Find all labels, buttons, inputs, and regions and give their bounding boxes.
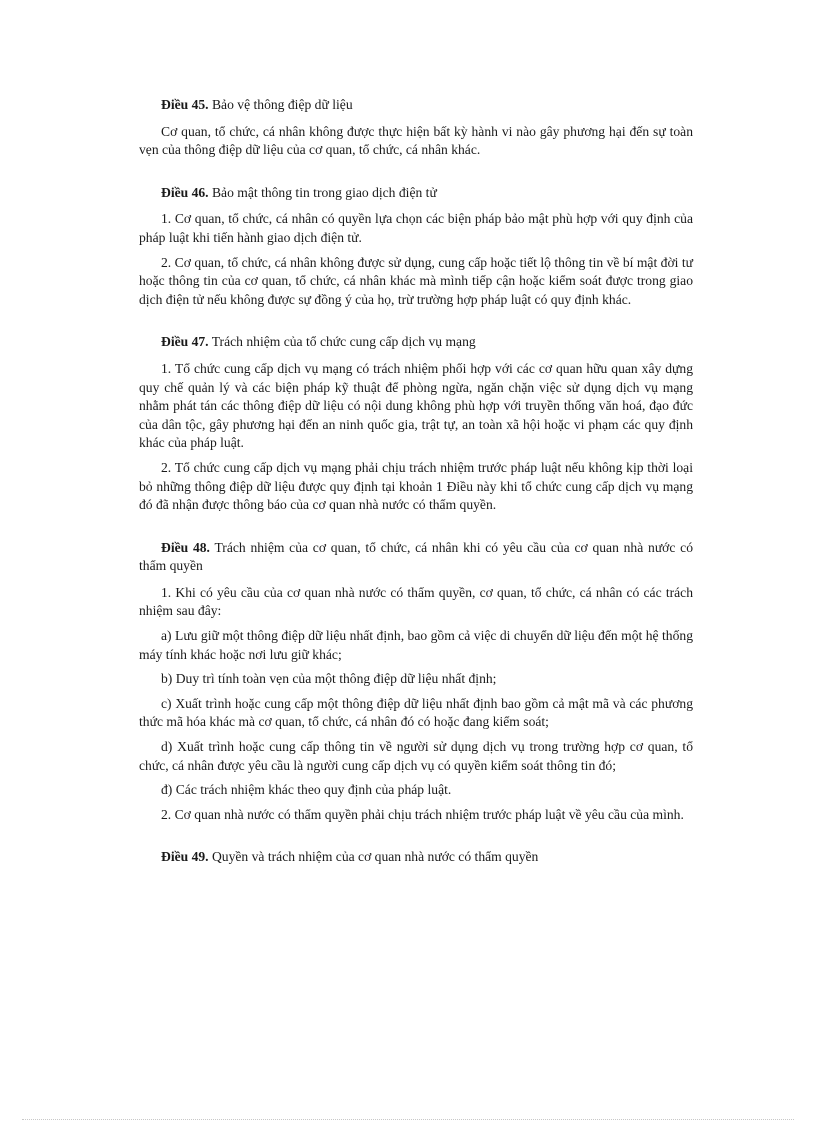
article-number: Điều 48. [161, 539, 210, 555]
article-heading [139, 539, 693, 576]
article-heading [139, 848, 693, 867]
article-paragraph: 1. Tổ chức cung cấp dịch vụ mạng có trách nhiệm phối hợp với các cơ quan hữu quan xây dựng quy chế quản lý và các biện pháp kỹ thuật để phòng ngừa, ngăn chặn việc sử dụng dịch vụ mạng nhằm phát tán các thông điệp dữ liệu có nội dung không phù hợp với truyền thống văn hoá, đạo đức của dân tộc, gây phương hại đến an ninh quốc gia, trật tự, an toàn xã hội hoặc vi phạm các quy định khác của pháp luật. [139, 360, 693, 451]
article-47 [139, 333, 693, 514]
article-title: Quyền và trách nhiệm của cơ quan nhà nước có thẩm quyền [211, 849, 539, 865]
article-paragraph: d) Xuất trình hoặc cung cấp thông tin về người sử dụng dịch vụ trong trường hợp cơ quan, tổ chức, cá nhân được yêu cầu là người cung cấp dịch vụ có quyền kiểm soát thông tin đó; [139, 739, 693, 773]
article-46 [139, 184, 693, 310]
article-paragraph: 1. Khi có yêu cầu của cơ quan nhà nước có thẩm quyền, cơ quan, tổ chức, cá nhân có các trách nhiệm sau đây: [139, 584, 693, 619]
article-45 [139, 96, 693, 160]
article-heading [139, 96, 693, 115]
article-number: Điều 46. [161, 184, 209, 200]
article-paragraph: b) Duy trì tính toàn vẹn của một thông điệp dữ liệu nhất định; [161, 671, 497, 687]
article-paragraph: 1. Cơ quan, tổ chức, cá nhân có quyền lựa chọn các biện pháp bảo mật phù hợp với quy định của pháp luật khi tiến hành giao dịch điện tử. [139, 211, 693, 245]
document-page [139, 96, 693, 875]
article-paragraph: 2. Cơ quan, tổ chức, cá nhân không được sử dụng, cung cấp hoặc tiết lộ thông tin về bí mật đời tư hoặc thông tin của cơ quan, tổ chức, cá nhân khác mà mình tiếp cận hoặc kiểm soát được trong giao dịch điện tử nếu không được sự đồng ý của họ, trừ trường hợp pháp luật có quy định khác. [139, 254, 693, 307]
article-heading [139, 184, 693, 203]
article-49 [139, 848, 693, 867]
article-title: Bảo mật thông tin trong giao dịch điện tử [211, 184, 437, 200]
article-title: Trách nhiệm của cơ quan, tổ chức, cá nhân khi có yêu cầu của cơ quan nhà nước có thẩm quyền [139, 539, 693, 574]
article-paragraph: Cơ quan, tổ chức, cá nhân không được thực hiện bất kỳ hành vi nào gây phương hại đến sự toàn vẹn của thông điệp dữ liệu của cơ quan, tổ chức, cá nhân khác. [139, 123, 693, 158]
article-heading [139, 333, 693, 352]
page-bottom-divider [22, 1119, 794, 1120]
article-title: Bảo vệ thông điệp dữ liệu [211, 97, 353, 112]
article-48 [139, 539, 693, 825]
article-paragraph: 2. Cơ quan nhà nước có thẩm quyền phải chịu trách nhiệm trước pháp luật về yêu cầu của mình. [161, 806, 684, 822]
article-paragraph: a) Lưu giữ một thông điệp dữ liệu nhất định, bao gồm cả việc di chuyển dữ liệu đến một hệ thống máy tính khác hoặc nơi lưu giữ khác; [139, 628, 693, 662]
article-number: Điều 47. [161, 334, 209, 350]
article-number: Điều 49. [161, 849, 209, 865]
article-title: Trách nhiệm của tổ chức cung cấp dịch vụ mạng [211, 334, 476, 350]
article-paragraph: 2. Tổ chức cung cấp dịch vụ mạng phải chịu trách nhiệm trước pháp luật nếu không kịp thời loại bỏ những thông điệp dữ liệu được quy định tại khoản 1 Điều này khi tổ chức cung cấp dịch vụ mạng đó đã nhận được thông báo của cơ quan nhà nước có thẩm quyền. [139, 459, 693, 513]
article-paragraph: c) Xuất trình hoặc cung cấp một thông điệp dữ liệu nhất định bao gồm cả mật mã và các phương thức mã hóa khác mà cơ quan, tổ chức, cá nhân đó có hoặc đang kiểm soát; [139, 695, 693, 730]
article-number: Điều 45. [161, 97, 209, 112]
article-paragraph: đ) Các trách nhiệm khác theo quy định của pháp luật. [161, 782, 452, 798]
